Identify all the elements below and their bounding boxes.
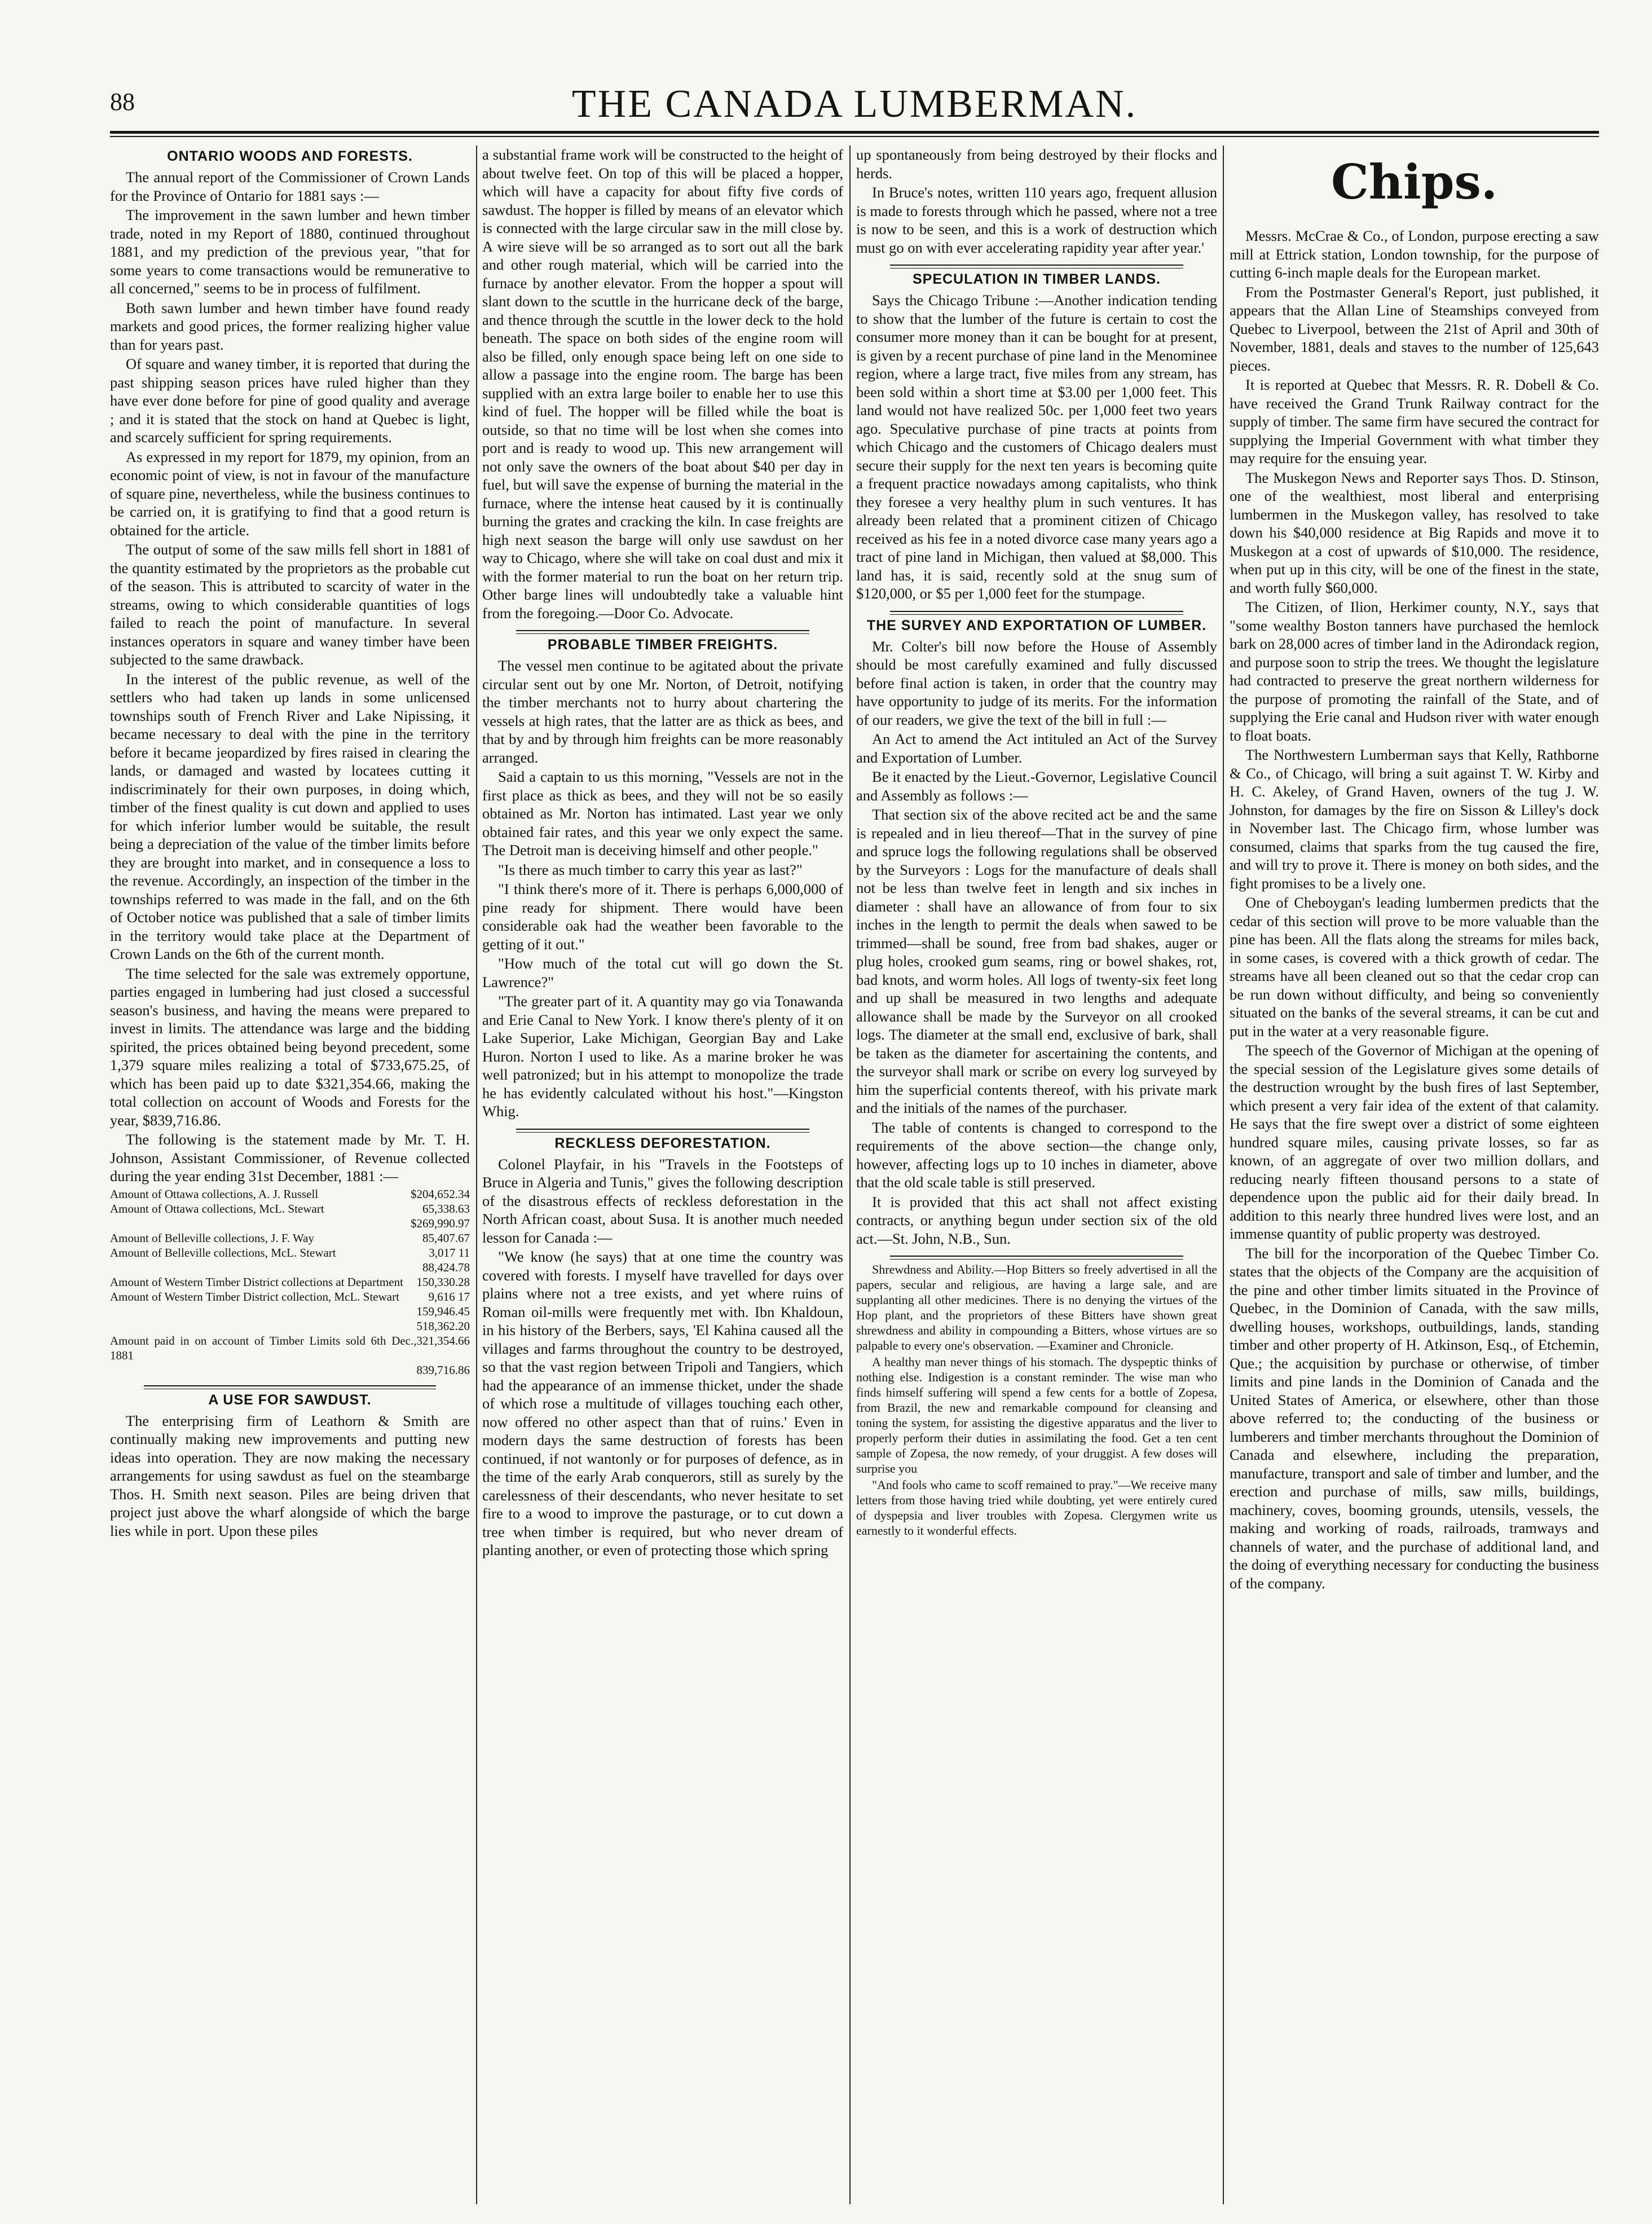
column-rule — [476, 146, 477, 2204]
article-heading: A USE FOR SAWDUST. — [208, 1391, 372, 1408]
paragraph: Messrs. McCrae & Co., of London, purpose erecting a saw mill at Ettrick station, London township, for the purpose of cutting 6-inch maple deals for the European market. — [1230, 227, 1599, 281]
paragraph: Colonel Playfair, in his "Travels in the Footsteps of Bruce in Algeria and Tunis," gives the following description of the disastrous effects of reckless deforestation in the North African coast, about Susa. It is another much needed lesson for Canada :— — [482, 1155, 843, 1246]
revenue-statement — [110, 1187, 470, 1377]
statement-row: Amount of Western Timber District collections at Department 150,330.28 — [110, 1275, 470, 1289]
advertisement: "And fools who came to scoff remained to pray."—We receive many letters from those having tried while doubting, yet were entirely cured of dyspepsia and liver troubles with Zopesa. Clergymen write us earnestly to it wonderful effects. — [856, 1478, 1217, 1538]
paragraph: The speech of the Governor of Michigan at the opening of the special session of the Legislature gives some details of the destruction wrought by the bush fires of last September, which present a very fair idea of the extent of that calamity. He says that the fire swept over a district of some eighteen hundred square miles, causing private losses, so far as known, of an aggregate of over two million dollars, and reducing nearly fifteen thousand persons to a state of dependence upon the public aid for their daily bread. In addition to this nearly three hundred lives were lost, and an immense quantity of public property was destroyed. — [1230, 1042, 1599, 1242]
article-heading: THE SURVEY AND EXPORTATION OF LUMBER. — [866, 617, 1207, 633]
newspaper-title: THE CANADA LUMBERMAN. — [571, 82, 1138, 126]
article-heading: RECKLESS DEFORESTATION. — [554, 1135, 771, 1151]
paragraph: The output of some of the saw mills fell short in 1881 of the quantity estimated by the proprietors as the probable cut of the season. This is attributed to scarcity of water in the streams, owing to which considerable quantities of logs failed to reach the point of manufacture. In several instances operators in square and waney timber have been subjected to the same drawback. — [110, 541, 470, 668]
paragraph: The following is the statement made by Mr. T. H. Johnson, Assistant Commissioner, of Revenue collected during the year ending 31st December, 1881 :— — [110, 1131, 470, 1184]
paragraph: One of Cheboygan's leading lumbermen predicts that the cedar of this section will prove to be more valuable than the pine has been. All the flats along the streams for miles back, in some cases, is covered with a thick growth of cedar. The streams have all been cleaned out so that the cedar crop can be run down without difficulty, and being so conveniently situated on the banks of the several streams, it can be cut and put in the water at a very reasonable figure. — [1230, 894, 1599, 1040]
section-rule — [890, 1256, 1183, 1259]
statement-row: Amount paid in on account of Timber Limits sold 6th Dec., 1881 321,354.66 — [110, 1333, 470, 1362]
paragraph: The annual report of the Commissioner of Crown Lands for the Province of Ontario for 1881 says :— — [110, 169, 470, 204]
paragraph: a substantial frame work will be constructed to the height of about twelve feet. On top of this will be placed a hopper, which will have a capacity for about fifty five cords of sawdust. The hopper is filled by means of an elevator which is connected with the large circular saw in the mill close by. A wire sieve will be so arranged as to sort out all the bark and other rough material, which will be carried into the furnace by another elevator. From the hopper a spout will slant down to the scuttle in the hurricane deck of the barge, and thence through the scuttle in the lower deck to the hold beneath. The space on both sides of the engine room will also be filled, only enough space being left on one side to allow a passage into the engine room. The barge has been supplied with an extra large boiler to enable her to use this kind of fuel. The hopper will be filled while the boat is outside, so that no time will be lost when she comes into port and is ready to wood up. This new arrangement will not only save the owners of the boat about $40 per day in fuel, but will save the expense of burning the material in the furnace, where the intense heat caused by it is continually burning the grates and cracking the kiln. In case freights are high next season the barge will only use sawdust on her way to Chicago, where she will take on coal dust and mix it with the former material to run the boat on her return trip. Other barge lines will undoubtedly take a valuable hint from the foregoing.—Door Co. Advocate. — [482, 146, 843, 622]
column-3 — [856, 146, 1217, 2204]
paragraph: It is reported at Quebec that Messrs. R. R. Dobell & Co. have received the Grand Trunk Railway contract for the supply of timber. The same firm have secured the contract for supplying the Imperial Government with what timber they may require for the ensuing year. — [1230, 376, 1599, 466]
paragraph: up spontaneously from being destroyed by their flocks and herds. — [856, 146, 1217, 182]
statement-total: 518,362.20 — [416, 1319, 470, 1333]
section-rule — [890, 611, 1183, 615]
column-2 — [482, 146, 843, 2204]
paragraph: "I think there's more of it. There is perhaps 6,000,000 of pine ready for shipment. There would have been considerable oak had the weather been favorable to the getting of it out." — [482, 880, 843, 953]
statement-grand-total: 839,716.86 — [416, 1363, 470, 1377]
statement-total: 88,424.78 — [422, 1260, 470, 1274]
section-rule — [516, 630, 809, 634]
paragraph: It is provided that this act shall not affect existing contracts, or anything begun under section six of the old act.—St. John, N.B., Sun. — [856, 1193, 1217, 1247]
column-rule — [849, 146, 851, 2204]
column-4 — [1230, 146, 1599, 2204]
paragraph: "Is there as much timber to carry this year as last?" — [498, 861, 803, 878]
paragraph: The vessel men continue to be agitated about the private circular sent out by one Mr. Norton, of Detroit, notifying the timber merchants not to hurry about chartering the vessels at high rates, that the latter are as thick as bees, and that by and by through him freights can be more reasonably arranged. — [482, 657, 843, 766]
paragraph: In Bruce's notes, written 110 years ago, frequent allusion is made to forests through which he passed, where not a tree is now to be seen, and this is a work of destruction which must go on with ever accelerating rapidity year after year.' — [856, 184, 1217, 256]
paragraph: In the interest of the public revenue, as well of the settlers who had taken up lands in some unlicensed townships south of French River and Lake Nipissing, it became necessary to deal with the pine in the territory before it became jeopardized by fires raised in clearing the lands, or damaged and wasted by locatees cutting it indiscriminately for their own purposes, in doing which, timber of the finest quality is cut down and applied to uses for which inferior lumber would be suitable, the result being a depreciation of the value of the timber limits before they are brought into market, and in consequence a loss to the revenue. Accordingly, an inspection of the timber in the townships referred to was made in the fall, and on the 6th of October notice was published that a sale of timber limits in the territory would take place at the Department of Crown Lands on the 6th of the current month. — [110, 670, 470, 962]
paragraph: The Northwestern Lumberman says that Kelly, Rathborne & Co., of Chicago, will bring a suit against T. W. Kirby and H. C. Akeley, of Grand Haven, owners of the tug J. W. Johnston, for damages by the fire on Sisson & Lilley's dock in November last. The Chicago firm, whose lumber was consumed, claims that sparks from the tug caused the fire, and will try to prove it. There is money on both sides, and the fight promises to be a lively one. — [1230, 746, 1599, 892]
header-rule — [110, 131, 1599, 134]
paragraph: "The greater part of it. A quantity may go via Tonawanda and Erie Canal to New York. I know there's plenty of it on Lake Superior, Lake Michigan, Georgian Bay and Lake Huron. Norton I used to like. As a marine broker he was well patronized; but in his attempt to monopolize the trade he has evidently calculated without his host."—Kingston Whig. — [482, 993, 843, 1120]
column-1 — [110, 146, 470, 2204]
article-heading: ONTARIO WOODS AND FORESTS. — [167, 148, 413, 164]
paragraph: "We know (he says) that at one time the country was covered with forests. I myself have travelled for days over plains where not a tree exists, and yet where ruins of Roman oil-mills were frequently met with. Ibn Khaldoun, in his history of the Berbers, says, 'El Kahina caused all the villages and farms throughout the country to be destroyed, so that the vast region between Tripoli and Tangiers, which had the appearance of an immense thicket, under the shade of which rose a multitude of villages touching each other, now offered no other aspect than that of ruins.' Even in modern days the same destruction of forests has been continued, if not wantonly or for purposes of defence, as in the time of the early Arab conquerors, still as surely by the carelessness of their descendants, who never hesitate to set fire to a wood to improve the pasturage, or to cut down a tree when timber is required, but who never dream of planting another, or even of protecting those which spring — [482, 1248, 843, 1558]
paragraph: Mr. Colter's bill now before the House of Assembly should be most carefully examined and fully discussed before final action is taken, in order that the country may have opportunity to judge of its merits. For the information of our readers, we give the text of the bill in full :— — [856, 637, 1217, 728]
page-number: 88 — [110, 88, 135, 116]
section-rule — [516, 1129, 809, 1133]
paragraph: The Muskegon News and Reporter says Thos. D. Stinson, one of the wealthiest, most liberal and enterprising lumbermen in the Muskegon valley, has resolved to take down his $40,000 residence at Big Rapids and move it to Muskegon at a cost of upwards of $10,000. The residence, when put up in this city, will be one of the finest in the state, and worth fully $60,000. — [1230, 469, 1599, 596]
paragraph: The Citizen, of Ilion, Herkimer county, N.Y., says that "some wealthy Boston tanners have purchased the hemlock bark on 28,000 acres of timber land in the Adirondack region, and purpose soon to strip the trees. We thought the legislature had contracted to preserve the great northern wilderness for the purpose of promoting the rainfall of the State, and of supplying the Erie canal and Hudson river with water enough to float boats. — [1230, 598, 1599, 744]
paragraph: An Act to amend the Act intituled an Act of the Survey and Exportation of Lumber. — [856, 730, 1217, 766]
paragraph: The bill for the incorporation of the Quebec Timber Co. states that the objects of the Company are the acquisition of the pine and other timber limits situated in the Province of Quebec, in the Dominion of Canada, with the saw mills, dwelling houses, workshops, outbuildings, lands, standing timber and other property of H. Atkinson, Esq., of Etchemin, Que.; the acquisition by purchase or otherwise, of timber limits and pine lands in the Dominion of Canada and the United States of America, or elsewhere, other than those above referred to; the conducting of the business or lumberers and timber merchants throughout the Dominion of Canada and elsewhere, including the preparation, manufacture, transport and sale of timber and lumber, and the erection and purchase of mills, saw mills, buildings, machinery, coves, booming grounds, utensils, vessels, the making and working of roads, railroads, tramways and channels of water, and the purchase of additional land, and the doing of everything necessary for conducting the business of the company. — [1230, 1244, 1599, 1592]
paragraph: Said a captain to us this morning, "Vessels are not in the first place as thick as bees, and they will not be so easily obtained as Mr. Norton has intimated. Last year we only obtained fair rates, and this year we only expect the same. The Detroit man is deceiving himself and other people." — [482, 768, 843, 858]
paragraph: "How much of the total cut will go down the St. Lawrence?" — [482, 955, 843, 990]
paragraph: The table of contents is changed to correspond to the requirements of the above section—the change only, however, affecting logs up to 10 inches in diameter, above that the old scale table is still preserved. — [856, 1118, 1217, 1191]
statement-row: Amount of Western Timber District collection, McL. Stewart 9,616 17 — [110, 1289, 470, 1303]
statement-total: $269,990.97 — [411, 1216, 470, 1230]
statement-row: Amount of Ottawa collections, A. J. Russell $204,652.34 — [110, 1187, 470, 1201]
chips-heading: Chips. — [1331, 154, 1498, 210]
paragraph: As expressed in my report for 1879, my opinion, from an economic point of view, is not in favour of the manufacture of square pine, nevertheless, while the business continues to be carried on, it is gratifying to find that a good return is obtained for the article. — [110, 448, 470, 539]
paragraph: The enterprising firm of Leathorn & Smith are continually making new improvements and putting new ideas into operation. They are now making the necessary arrangements for using sawdust as fuel on the steambarge Thos. H. Smith next season. Piles are being driven that project just above the wharf alongside of which the barge lies while in port. Upon these piles — [110, 1412, 470, 1539]
paragraph: Of square and waney timber, it is reported that during the past shipping season prices have ruled higher than they have ever done before for pine of good quality and average ; and it is stated that the stock on hand at Quebec is light, and scarcely sufficient for spring requirements. — [110, 355, 470, 446]
header-rule-thin — [110, 136, 1599, 137]
article-heading: SPECULATION IN TIMBER LANDS. — [912, 271, 1161, 287]
advertisement: A healthy man never things of his stomach. The dyspeptic thinks of nothing else. Indigestion is a constant reminder. The wise man who finds himself suffering will spend a few cents for a bottle of Zopesa, from Brazil, the new and remarkable compound for cleansing and toning the system, for assisting the digestive apparatus and the liver to properly perform their duties in assimilating the food. Get a ten cent sample of Zopesa, the now remedy, of your druggist. A few doses will surprise you — [856, 1355, 1217, 1476]
statement-total: 159,946.45 — [416, 1304, 470, 1318]
paragraph: The improvement in the sawn lumber and hewn timber trade, noted in my Report of 1880, continued throughout 1881, and my prediction of the previous year, "that for some years to come transactions would be remunerative to all concerned," seems to be in process of fulfilment. — [110, 206, 470, 297]
section-rule — [144, 1385, 436, 1389]
statement-row: Amount of Belleville collections, J. F. Way 85,407.67 — [110, 1231, 470, 1245]
paragraph: That section six of the above recited act be and the same is repealed and in lieu thereof—That in the survey of pine and spruce logs the following regulations shall be observed by the Surveyors : Logs for the manufacture of deals shall not be less than twelve feet in length and six inches in diameter : shall have an allowance of from four to six inches in the length to permit the deals when sawed to be trimmed—shall be sound, free from bad shakes, auger or plug holes, crooked gum seams, ring or bowel shakes, rot, bad knots, and worm holes. All logs of twenty-six feet long and up shall be measured in two lengths and adequate allowance shall be made by the Surveyor on all crooked logs. The diameter at the small end, exclusive of bark, shall be taken as the diameter for ascertaining the contents, and the surveyor shall mark or scribe on every log surveyed by him the superficial contents thereof, with his private mark and the initials of the names of the purchaser. — [856, 806, 1217, 1116]
statement-row: Amount of Belleville collections, McL. Stewart 3,017 11 — [110, 1245, 470, 1259]
article-heading: PROBABLE TIMBER FREIGHTS. — [547, 637, 778, 653]
paragraph: Both sawn lumber and hewn timber have found ready markets and good prices, the former realizing higher value than for years past. — [110, 299, 470, 353]
masthead — [110, 82, 1599, 124]
paragraph: Says the Chicago Tribune :—Another indication tending to show that the lumber of the future is certain to cost the consumer more money than it can be bought for at present, is given by a recent purchase of pine land in the Menominee region, where a large tract, five miles from any stream, has been sold within a short time at $3.00 per 1,000 feet. This land would not have realized 50c. per 1,000 feet two years ago. Speculative purchase of pine tracts at points from which Chicago and the customers of Chicago dealers must secure their supply for the next ten years is becoming quite a frequent practice nowadays among capitalists, who think they foresee a very healthy plum in such ventures. It has already been related that a prominent citizen of Chicago received as his fee in a noted divorce case many years ago a tract of pine land in Michigan, then valued at $8,000. This land has, it is said, recently sold at the snug sum of $120,000, or $5 per 1,000 feet for the stumpage. — [856, 292, 1217, 602]
section-rule — [890, 265, 1183, 268]
paragraph: Be it enacted by the Lieut.-Governor, Legislative Council and Assembly as follows :— — [856, 768, 1217, 804]
paragraph: The time selected for the sale was extremely opportune, parties engaged in lumbering had just closed a successful season's business, and having the means were prepared to invest in limits. The attendance was large and the bidding spirited, the prices obtained being beyond precedent, some 1,379 square miles realizing a total of $733,675.25, of which has been paid up to date $321,354.66, making the total collection on account of Woods and Forests for the year, $839,716.86. — [110, 965, 470, 1129]
advertisement: Shrewdness and Ability.—Hop Bitters so freely advertised in all the papers, secular and religious, are having a large sale, and are supplanting all other medicines. There is no denying the virtues of the Hop plant, and the proprietors of these Bitters have shown great shrewdness and ability in compounding a Bitters, whose virtues are so palpable to every one's observation. —Examiner and Chronicle. — [856, 1262, 1217, 1353]
paragraph: From the Postmaster General's Report, just published, it appears that the Allan Line of Steamships conveyed from Quebec to Liverpool, between the 21st of April and 30th of November, 1881, deals and staves to the number of 125,643 pieces. — [1230, 283, 1599, 374]
column-rule — [1223, 146, 1224, 2204]
statement-row: Amount of Ottawa collections, McL. Stewart 65,338.63 — [110, 1201, 470, 1216]
